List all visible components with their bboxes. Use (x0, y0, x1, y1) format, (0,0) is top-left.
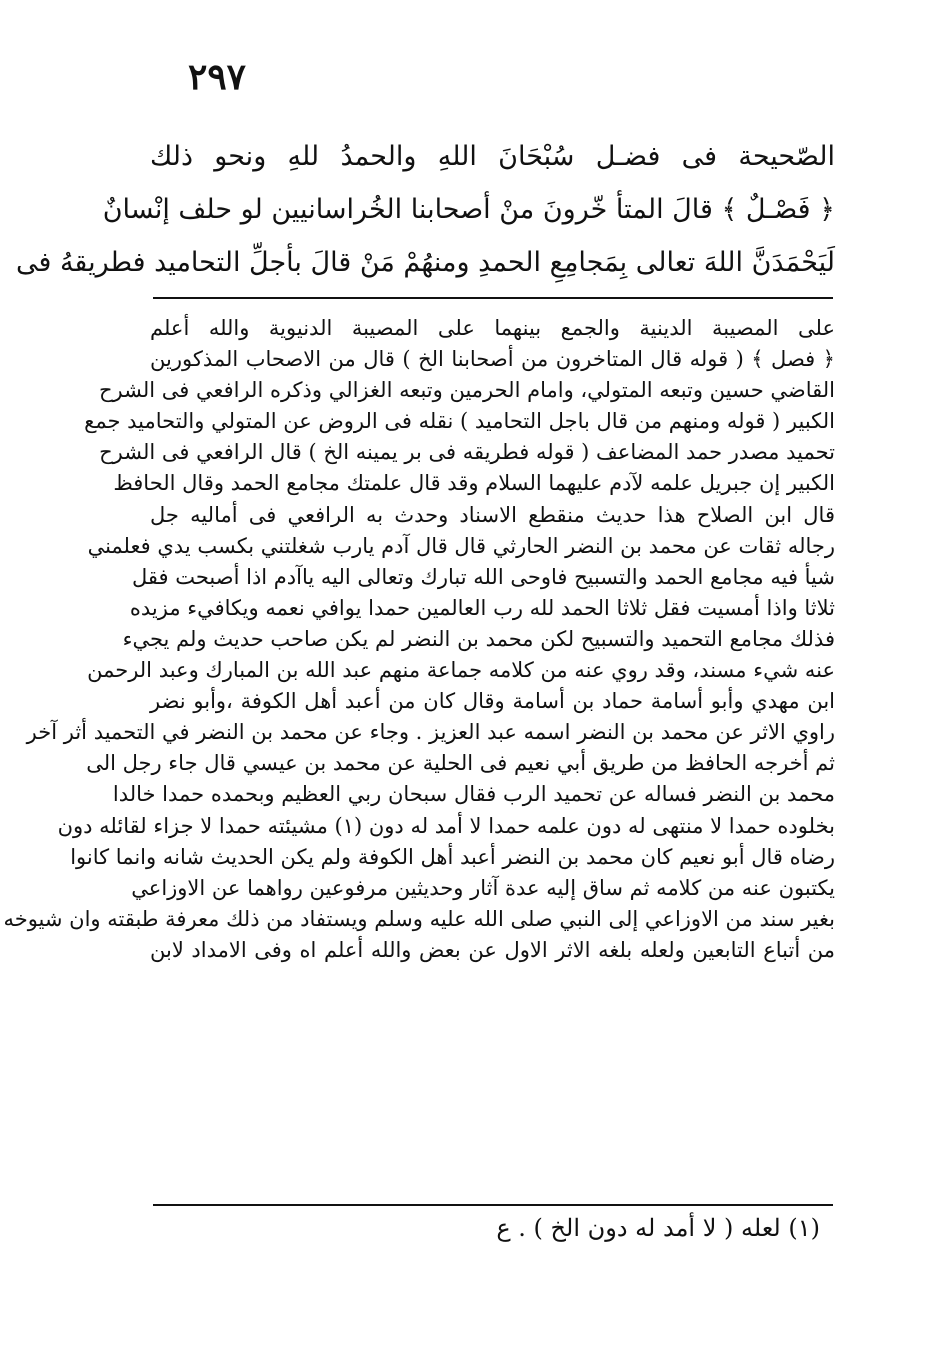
commentary-line: رجاله ثقات عن محمد بن النضر الحارثي قال قال آدم يارب شغلتني بكسب يدي فعلمني (87, 533, 835, 558)
commentary-line: قال ابن الصلاح هذا حديث منقطع الاسناد وحدث به الرافعي فى أماليه جل (150, 502, 835, 527)
commentary-line: رضاه قال أبو نعيم كان محمد بن النضر أعبد أهل الكوفة ولم يكن الحديث شانه وانما كانوا (70, 844, 835, 869)
main-text (15, 130, 835, 289)
commentary-line (150, 1028, 835, 1059)
main-text-line: الصّحيحة فى فضـل سُبْحَانَ اللهِ والحمدُ للهِ ونحو ذلك (150, 141, 835, 172)
commentary-line: بغير سند من الاوزاعي إلى النبي صلى الله عليه وسلم ويستفاد من ذلك معرفة طبقته وان شيوخه (3, 906, 835, 931)
commentary-line (150, 1059, 835, 1090)
commentary-line: ثم أخرجه الحافظ من طريق أبي نعيم فى الحلية عن محمد بن عيسي قال جاء رجل الى (86, 751, 835, 776)
commentary-line: يكتبون عنه من كلامه ثم ساق إليه عدة آثار وحديثين مرفوعين رواهما عن الاوزاعي (131, 875, 835, 900)
commentary-line (150, 1153, 835, 1184)
page-number: ٢٩٧ (188, 56, 247, 98)
commentary-line: شيأ فيه مجامع الحمد والتسبيح فاوحى الله تبارك وتعالى اليه ياآدم اذا أصبحت فقل (132, 564, 835, 589)
commentary-line (150, 966, 835, 997)
commentary-line (150, 1121, 835, 1152)
commentary-line: القاضي حسين وتبعه المتولي، وامام الحرمين وتبعه الغزالي وذكره الرافعي فى الشرح (98, 378, 835, 403)
commentary-line: من أتباع التابعين ولعله بلغه الاثر الاول عن بعض والله أعلم اه وفى الامداد لابن (150, 937, 835, 962)
commentary-line: ابن مهدي وأبو أسامة حماد بن أسامة وقال كان من أعبد أهل الكوفة ،وأبو نضر (150, 689, 835, 714)
commentary-line: عنه شيء مسند، وقد روي عنه من كلامه جماعة منهم عبد الله بن المبارك وعبد الرحمن (87, 658, 835, 683)
top-divider (153, 297, 833, 299)
commentary-line: بخلوده حمدا لا منتهى له دون علمه حمدا لا أمد له دون (١) مشيئته حمدا لا جزاء لقائله دون (57, 813, 835, 838)
commentary-line: راوي الاثر عن محمد بن النضر اسمه عبد العزيز . وجاء عن محمد بن النضر في التحميد أثر آخر (26, 720, 835, 745)
commentary-line: فذلك مجامع التحميد والتسبيح لكن محمد بن النضر لم يكن صاحب حديث ولم يجيء (122, 626, 835, 651)
commentary-line (150, 997, 835, 1028)
commentary-line: تحميد مصدر حمد المضاعف ( قوله فطريقه فى بر يمينه الخ ) قال الرافعي فى الشرح (99, 440, 835, 465)
commentary-line: الكبير إن جبريل علمه لآدم عليهما السلام وقد قال علمتك مجامع الحمد وقال الحافظ (113, 471, 835, 496)
commentary-line: الكبير ( قوله ومنهم من قال باجل التحاميد ) نقله فى الروض عن المتولي والتحاميد جمع (84, 409, 835, 434)
footnote: (١) لعله ( لا أمد له دون الخ ) . ع (496, 1214, 820, 1242)
footnote-divider (153, 1204, 833, 1206)
commentary-line: محمد بن النضر فساله عن تحميد الرب فقال سبحان ربي العظيم وبحمده حمدا خالدا (112, 782, 835, 807)
commentary-text (3, 313, 835, 1215)
commentary-line (150, 1090, 835, 1121)
commentary-line: على المصيبة الدينية والجمع بينهما على المصيبة الدنيوية والله أعلم (150, 316, 835, 340)
main-text-line: لَيَحْمَدَنَّ اللهَ تعالى بِمَجامِعِ الحمدِ ومنهُمْ مَنْ قالَ بأجلِّ التحاميد فطريقهُ فى (15, 247, 835, 278)
commentary-line: ﴿ فصل ﴾ ( قوله قال المتاخرون من أصحابنا الخ ) قال من الاصحاب المذكورين (150, 347, 835, 372)
commentary-line: ثلاثا واذا أمسيت فقل ثلاثا الحمد لله رب العالمين حمدا يوافي نعمه ويكافيء مزيده (129, 595, 835, 620)
main-text-line: ﴿ فَصْـلٌ ﴾ قالَ المتأ خّرونَ منْ أصحابنا الخُراسانيين لو حلف إنْسانٌ (102, 194, 835, 225)
